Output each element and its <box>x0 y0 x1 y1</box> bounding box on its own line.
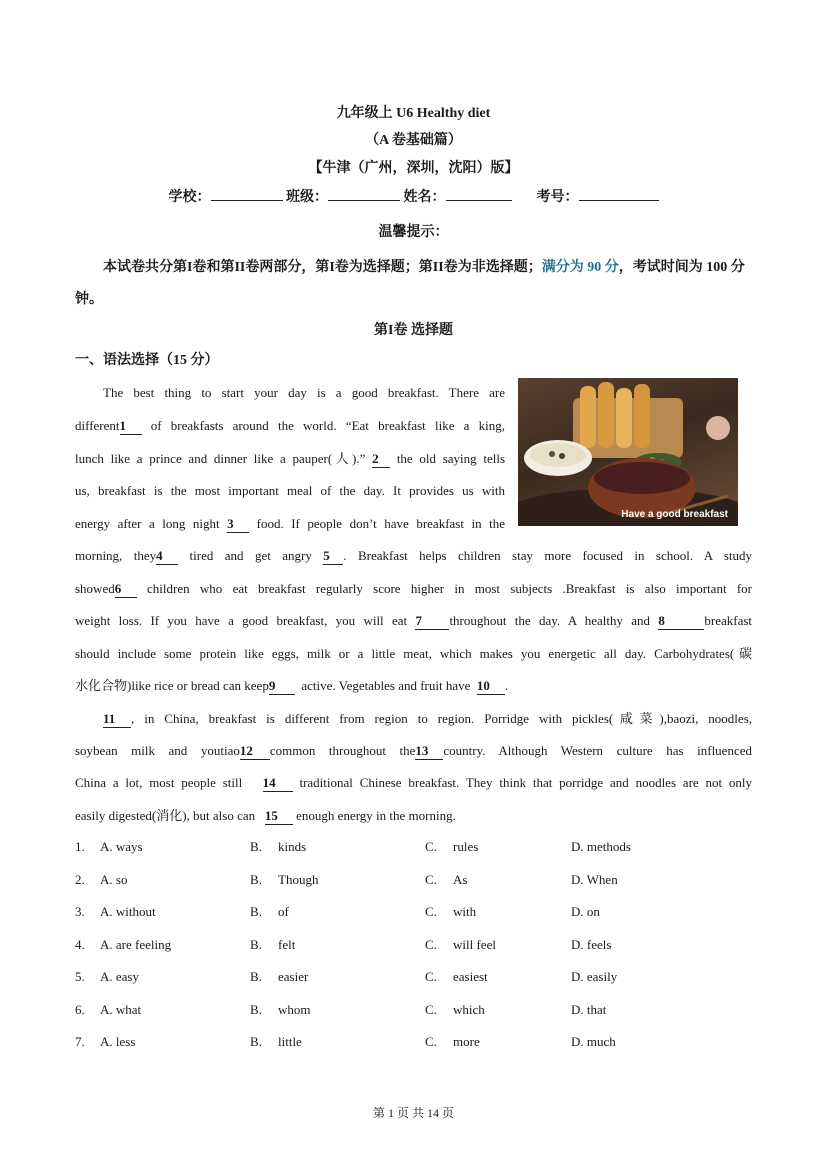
blank-6[interactable]: 6 <box>115 582 137 598</box>
section-heading: 一、语法选择（15 分） <box>75 353 219 368</box>
question-row <box>75 969 755 989</box>
hint-text: 本试卷共分第I卷和第II卷两部分，第I卷为选择题；第II卷为非选择题；满分为 90 分，考试时间为 100 分钟。 <box>75 260 745 307</box>
option-c-letter: C. <box>425 839 437 854</box>
question-row <box>75 937 755 957</box>
question-row <box>75 839 755 859</box>
option-a[interactable]: A. without <box>100 904 156 919</box>
name-blank[interactable] <box>446 186 512 201</box>
option-b-letter: B. <box>250 937 262 952</box>
passage-line: should include some protein like eggs, milk or a little meat, which makes you energetic all day. Carbohydrates(碳 <box>75 646 752 661</box>
blank-9[interactable]: 9 <box>269 679 295 695</box>
blank-1[interactable]: 1 <box>120 419 142 435</box>
option-d[interactable]: D. on <box>571 904 600 919</box>
option-c[interactable]: will feel <box>453 937 496 952</box>
blank-15[interactable]: 15 <box>265 809 293 825</box>
name-label: 姓名： <box>403 190 446 205</box>
option-a[interactable]: A. what <box>100 1002 142 1017</box>
passage-line: showed6 children who eat breakfast regularly score higher in most subjects .Breakfast is also important for <box>75 581 752 596</box>
option-b-letter: B. <box>250 969 262 984</box>
option-b[interactable]: of <box>278 904 289 919</box>
option-d[interactable]: D. feels <box>571 937 612 952</box>
option-c[interactable]: rules <box>453 839 479 854</box>
question-row <box>75 904 755 924</box>
id-blank[interactable] <box>579 186 659 201</box>
option-c-letter: C. <box>425 937 437 952</box>
student-info-row <box>0 186 827 206</box>
option-b-letter: B. <box>250 1034 262 1049</box>
option-c[interactable]: easiest <box>453 969 488 984</box>
score-highlight: 满分为 90 分 <box>541 260 619 275</box>
blank-4[interactable]: 4 <box>156 549 178 565</box>
breakfast-illustration <box>518 378 738 526</box>
blank-10[interactable]: 10 <box>477 679 505 695</box>
exam-title: 九年级上 U6 Healthy diet <box>336 106 491 121</box>
part-title: 第I卷 选择题 <box>374 323 453 338</box>
question-number: 6. <box>75 1002 85 1017</box>
page-footer: 第 1 页 共 14 页 <box>372 1106 454 1120</box>
option-b-letter: B. <box>250 904 262 919</box>
passage-line: different1 of breakfasts around the world. “Eat breakfast like a king, <box>75 418 505 433</box>
question-row <box>75 872 755 892</box>
passage-line: soybean milk and youtiao12 common throughout the13 country. Although Western culture has influenced <box>75 743 752 758</box>
breakfast-photo <box>518 378 738 526</box>
id-label: 考号： <box>536 190 579 205</box>
option-c[interactable]: which <box>453 1002 485 1017</box>
option-c-letter: C. <box>425 1002 437 1017</box>
passage-line: 水化合物)like rice or bread can keep9 active. Vegetables and fruit have 10 . <box>75 678 509 693</box>
blank-13[interactable]: 13 <box>415 744 443 760</box>
option-c-letter: C. <box>425 904 437 919</box>
photo-caption: Have a good breakfast <box>621 509 728 520</box>
passage-line: easily digested(消化), but also can 15 enough energy in the morning. <box>75 808 456 823</box>
option-d[interactable]: D. methods <box>571 839 631 854</box>
hint-title: 温馨提示： <box>378 225 449 240</box>
option-b-letter: B. <box>250 1002 262 1017</box>
passage-line: lunch like a prince and dinner like a pauper(人).” 2 the old saying tells <box>75 451 506 466</box>
exam-subtitle: （A 卷基础篇） <box>365 133 462 148</box>
option-b[interactable]: kinds <box>278 839 307 854</box>
option-b[interactable]: Though <box>278 872 319 887</box>
option-b-letter: B. <box>250 839 262 854</box>
passage-line: morning, they4 tired and get angry 5 . Breakfast helps children stay more focused in school. A study <box>75 548 753 563</box>
blank-7[interactable]: 7 <box>415 614 449 630</box>
question-number: 7. <box>75 1034 85 1049</box>
option-c-letter: C. <box>425 969 437 984</box>
option-a[interactable]: A. so <box>100 872 128 887</box>
blank-11[interactable]: 11 <box>103 712 131 728</box>
option-b[interactable]: whom <box>278 1002 311 1017</box>
blank-5[interactable]: 5 <box>323 549 343 565</box>
blank-8[interactable]: 8 <box>658 614 704 630</box>
option-a[interactable]: A. easy <box>100 969 139 984</box>
question-number: 3. <box>75 904 85 919</box>
option-d[interactable]: D. easily <box>571 969 618 984</box>
question-number: 2. <box>75 872 85 887</box>
option-d[interactable]: D. much <box>571 1034 616 1049</box>
passage-line: weight loss. If you have a good breakfast, you will eat 7 throughout the day. A healthy and 8 breakfast <box>75 613 753 628</box>
option-c[interactable]: with <box>453 904 477 919</box>
option-b[interactable]: easier <box>278 969 309 984</box>
option-b-letter: B. <box>250 872 262 887</box>
passage-line: 11 , in China, breakfast is different from region to region. Porridge with pickles(咸菜),baozi, noodles, <box>103 711 752 726</box>
passage-line: us, breakfast is the most important meal of the day. It provides us with <box>75 483 505 498</box>
question-number: 1. <box>75 839 85 854</box>
option-a[interactable]: A. ways <box>100 839 143 854</box>
option-b[interactable]: felt <box>278 937 296 952</box>
blank-14[interactable]: 14 <box>263 776 293 792</box>
option-d[interactable]: D. that <box>571 1002 607 1017</box>
option-b[interactable]: little <box>278 1034 302 1049</box>
option-c-letter: C. <box>425 872 437 887</box>
option-a[interactable]: A. less <box>100 1034 136 1049</box>
exam-edition: 【牛津（广州，深圳，沈阳）版】 <box>308 161 519 176</box>
option-a[interactable]: A. are feeling <box>100 937 172 952</box>
question-row <box>75 1002 755 1022</box>
passage-line: China a lot, most people still 14 traditional Chinese breakfast. They think that porridge and noodles are not only <box>75 775 753 790</box>
option-d[interactable]: D. When <box>571 872 618 887</box>
passage-line: The best thing to start your day is a good breakfast. There are <box>103 385 505 400</box>
question-number: 5. <box>75 969 85 984</box>
question-row <box>75 1034 755 1054</box>
blank-3[interactable]: 3 <box>227 517 249 533</box>
class-blank[interactable] <box>328 186 400 201</box>
option-c-letter: C. <box>425 1034 437 1049</box>
option-c[interactable]: As <box>453 872 468 887</box>
blank-2[interactable]: 2 <box>372 452 390 468</box>
passage-line: energy after a long night 3 food. If people don’t have breakfast in the <box>75 516 505 531</box>
class-label: 班级： <box>286 190 328 205</box>
school-blank[interactable] <box>211 186 283 201</box>
school-label: 学校： <box>168 190 211 205</box>
option-c[interactable]: more <box>453 1034 480 1049</box>
blank-12[interactable]: 12 <box>240 744 270 760</box>
question-number: 4. <box>75 937 85 952</box>
